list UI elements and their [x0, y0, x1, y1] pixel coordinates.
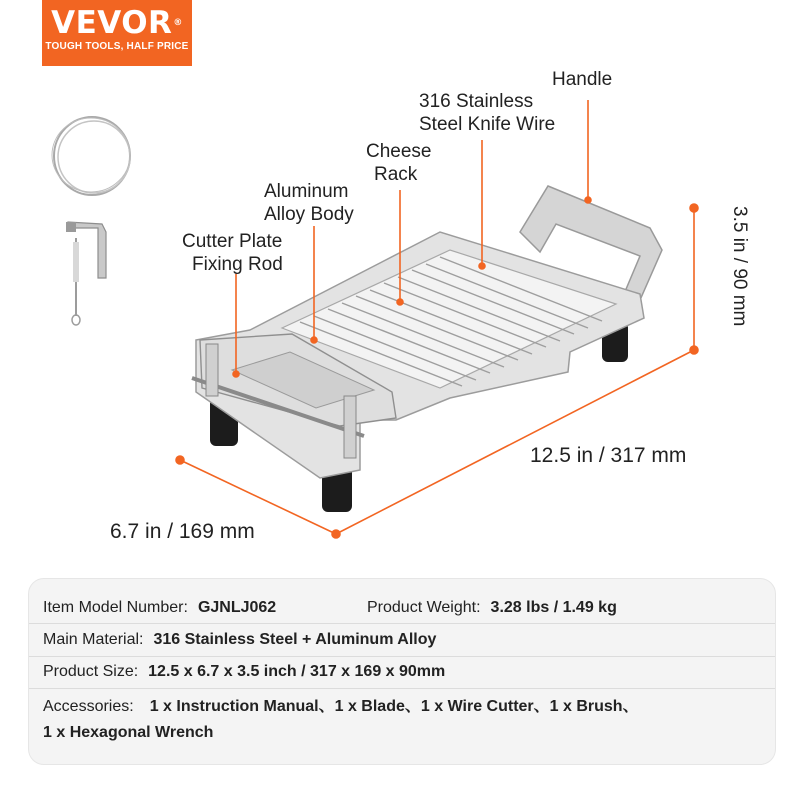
accessories-value-2: 1 x Hexagonal Wrench [43, 724, 214, 741]
size-label: Product Size: [43, 663, 139, 680]
width-dimension-label: 6.7 in / 169 mm [110, 520, 255, 543]
weight-row [367, 599, 617, 617]
material-label: Main Material: [43, 631, 144, 648]
cheese-rack-label: Cheese Rack [366, 141, 432, 185]
divider [29, 688, 775, 689]
weight-value: 3.28 lbs / 1.49 kg [490, 599, 617, 616]
height-dimension-label: 3.5 in / 90 mm [729, 206, 750, 327]
length-dimension-label: 12.5 in / 317 mm [530, 444, 687, 467]
wire-coil-icon [52, 117, 130, 195]
brand-reg-mark: ® [173, 18, 183, 28]
size-value: 12.5 x 6.7 x 3.5 inch / 317 x 169 x 90mm [148, 663, 446, 680]
accessories-row-2 [43, 724, 213, 742]
model-label: Item Model Number: [43, 599, 188, 616]
material-value: 316 Stainless Steel + Aluminum Alloy [153, 631, 437, 648]
brand-tagline: TOUGH TOOLS, HALF PRICE [45, 41, 189, 52]
accessories-value: 1 x Instruction Manual、1 x Blade、1 x Wire Cutter、1 x Brush、 [149, 698, 639, 715]
fixing-rod-label: Cutter Plate Fixing Rod [182, 231, 283, 275]
hex-wrench-icon [66, 222, 106, 278]
divider [29, 623, 775, 624]
accessories-row [43, 693, 639, 716]
knife-wire-label: 316 Stainless Steel Knife Wire [419, 91, 556, 135]
weight-label: Product Weight: [367, 599, 481, 616]
material-row [43, 631, 436, 649]
size-row [43, 663, 445, 681]
accessories-label: Accessories: [43, 698, 134, 715]
brand-name: VEVOR [51, 5, 173, 41]
model-value: GJNLJ062 [197, 599, 277, 616]
spec-panel [28, 578, 776, 765]
body-label: Aluminum Alloy Body [264, 181, 354, 225]
divider [29, 656, 775, 657]
handle-label: Handle [552, 69, 613, 90]
brush-icon [72, 238, 80, 325]
model-row [43, 599, 276, 617]
